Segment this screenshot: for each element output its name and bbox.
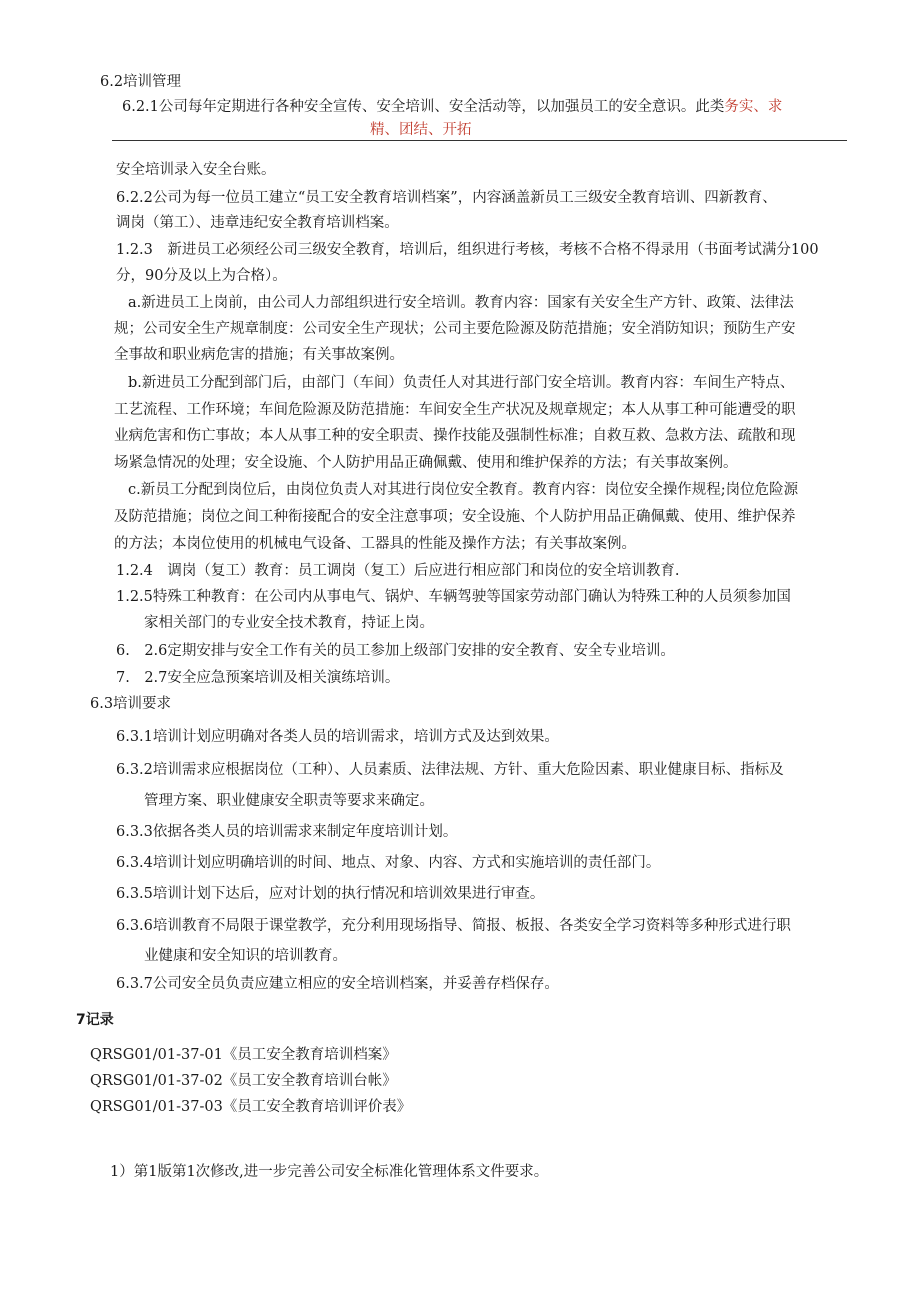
header-divider (112, 140, 847, 141)
paragraph-6-2-1-continued: 安全培训录入安全台账。 (116, 162, 276, 178)
paragraph-6-2-2-line-1: 6.2.2公司为每一位员工建立“员工安全教育培训档案”，内容涵盖新员工三级安全教育培训、四新教育、 (116, 190, 777, 206)
paragraph-2-7: 7. 2.7安全应急预案培训及相关演练培训。 (116, 670, 400, 686)
paragraph-6-3-2-line-2: 管理方案、职业健康安全职责等要求来确定。 (144, 793, 434, 809)
paragraph-1-2-5-line-1: 1.2.5特殊工种教育：在公司内从事电气、锅炉、车辆驾驶等国家劳动部门确认为特殊工种的人员须参加国 (116, 589, 791, 605)
revision-note: 1）第1版第1次修改,进一步完善公司安全标准化管理体系文件要求。 (110, 1164, 549, 1180)
paragraph-a-line-3: 全事故和职业病危害的措施；有关事故案例。 (114, 347, 404, 363)
paragraph-2-6: 6. 2.6定期安排与安全工作有关的员工参加上级部门安排的安全教育、安全专业培训。 (116, 643, 675, 659)
paragraph-6-2-2-line-2: 调岗（第工）、违章违纪安全教育培训档案。 (116, 215, 399, 231)
paragraph-6-3-1: 6.3.1培训计划应明确对各类人员的培训需求，培训方式及达到效果。 (116, 729, 559, 745)
paragraph-1-2-5-line-2: 家相关部门的专业安全技术教育，持证上岗。 (144, 615, 434, 631)
paragraph-c-line-2: 及防范措施；岗位之间工种衔接配合的安全注意事项；安全设施、个人防护用品正确佩戴、使用、维护保养 (114, 509, 796, 525)
paragraph-6-3-3: 6.3.3依据各类人员的培训需求来制定年度培训计划。 (116, 824, 458, 840)
paragraph-6-2-1 (122, 97, 782, 117)
slogan-text-1: 务实、求 (724, 99, 783, 115)
paragraph-a-line-2: 规；公司安全生产规章制度：公司安全生产现状；公司主要危险源及防范措施；安全消防知识；预防生产安 (114, 321, 796, 337)
record-item: QRSG01/01-37-01《员工安全教育培训档案》 (90, 1047, 397, 1063)
paragraph-b-line-1: b.新进员工分配到部门后，由部门（车间）负责任人对其进行部门安全培训。教育内容：车间生产特点、 (128, 375, 795, 391)
records-heading: 7记录 (76, 1012, 114, 1028)
paragraph-c-line-1: c.新员工分配到岗位后，由岗位负责人对其进行岗位安全教育。教育内容：岗位安全操作规程;岗位危险源 (128, 482, 799, 498)
paragraph-6-2-1-text: 6.2.1公司每年定期进行各种安全宣传、安全培训、安全活动等，以加强员工的安全意识。此类 (122, 99, 725, 115)
slogan-text-2: 精、团结、开拓 (370, 122, 472, 138)
paragraph-1-2-4: 1.2.4 调岗（复工）教育：员工调岗（复工）后应进行相应部门和岗位的安全培训教育. (116, 563, 680, 579)
paragraph-6-3-6-line-2: 业健康和安全知识的培训教育。 (144, 948, 347, 964)
record-item: QRSG01/01-37-03《员工安全教育培训评价表》 (90, 1099, 412, 1115)
section-6-3-heading: 6.3培训要求 (90, 696, 172, 712)
section-6-2-heading: 6.2培训管理 (100, 74, 182, 90)
paragraph-b-line-3: 业病危害和伤亡事故；本人从事工种的安全职责、操作技能及强制性标准；自救互救、急救方法、疏散和现 (114, 428, 796, 444)
paragraph-6-3-7: 6.3.7公司安全员负责应建立相应的安全培训档案，并妥善存档保存。 (116, 976, 559, 992)
paragraph-a-line-1: a.新进员工上岗前，由公司人力部组织进行安全培训。教育内容：国家有关安全生产方针、政策、法律法 (128, 295, 794, 311)
paragraph-1-2-3-line-1: 1.2.3 新进员工必须经公司三级安全教育，培训后，组织进行考核，考核不合格不得录用（书面考试满分100 (116, 242, 819, 258)
paragraph-6-3-5: 6.3.5培训计划下达后，应对计划的执行情况和培训效果进行审查。 (116, 886, 545, 902)
record-item: QRSG01/01-37-02《员工安全教育培训台帐》 (90, 1073, 397, 1089)
paragraph-b-line-4: 场紧急情况的处理；安全设施、个人防护用品正确佩戴、使用和维护保养的方法；有关事故案例。 (114, 455, 738, 471)
paragraph-c-line-3: 的方法；本岗位使用的机械电气设备、工器具的性能及操作方法；有关事故案例。 (114, 536, 636, 552)
paragraph-6-3-4: 6.3.4培训计划应明确培训的时间、地点、对象、内容、方式和实施培训的责任部门。 (116, 855, 661, 871)
paragraph-b-line-2: 工艺流程、工作环境；车间危险源及防范措施：车间安全生产状况及规章规定；本人从事工种可能遭受的职 (114, 402, 796, 418)
paragraph-1-2-3-line-2: 分，90分及以上为合格）。 (116, 268, 287, 284)
paragraph-6-3-6-line-1: 6.3.6培训教育不局限于课堂教学，充分利用现场指导、简报、板报、各类安全学习资料等多种形式进行职 (116, 918, 791, 934)
paragraph-6-3-2-line-1: 6.3.2培训需求应根据岗位（工种）、人员素质、法律法规、方针、重大危险因素、职业健康目标、指标及 (116, 762, 784, 778)
